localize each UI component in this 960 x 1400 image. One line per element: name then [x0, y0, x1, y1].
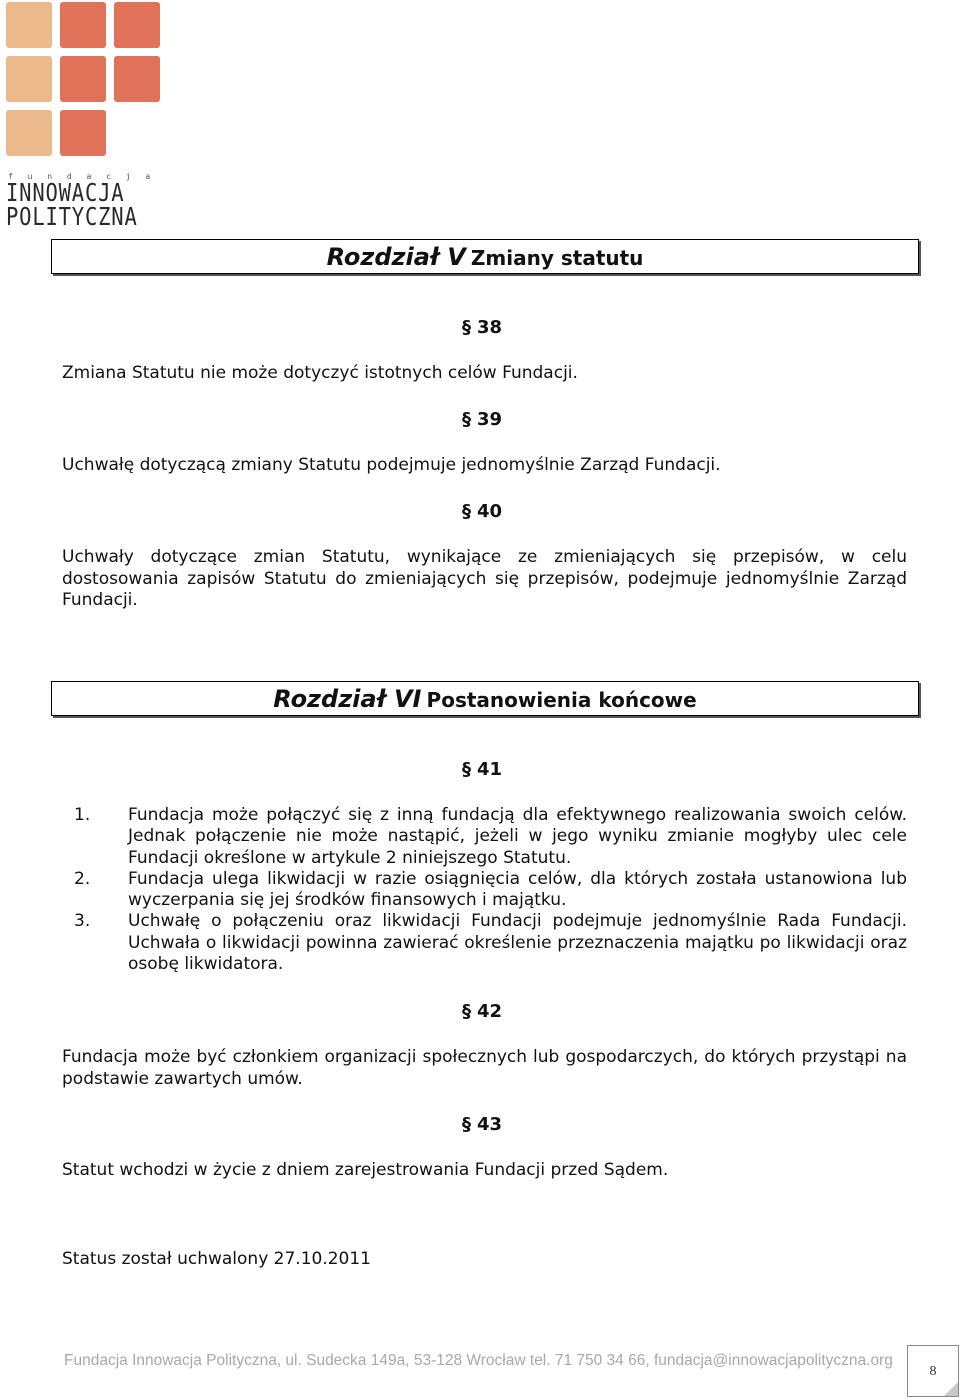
foundation-logo: [6, 2, 166, 232]
paragraph-number: 38: [477, 317, 503, 338]
paragraph-number: 42: [477, 1001, 503, 1022]
list-item-text: Uchwałę o połączeniu oraz likwidacji Fundacji podejmuje jednomyślnie Rada Fundacji. Uchwała o likwidacji powinna zawierać określenie przeznaczenia majątku po likwidacji oraz osobę likwidatora.: [128, 911, 907, 975]
list-item-number: 1.: [74, 805, 91, 825]
section-symbol: §: [462, 317, 471, 338]
paragraph-heading: [462, 409, 502, 430]
logo-square: [60, 110, 106, 156]
numbered-list: [62, 805, 907, 975]
list-item: [62, 805, 907, 869]
logo-square: [6, 110, 52, 156]
page-curl-icon: [943, 1381, 959, 1397]
paragraph-number: 41: [477, 759, 503, 780]
section-symbol: §: [462, 759, 471, 780]
paragraph-text: Uchwały dotyczące zmian Statutu, wynikające ze zmieniających się przepisów, w celu dostosowania zapisów Statutu do zmieniających się przepisów, podejmuje jednomyślnie Zarząd Fundacji.: [62, 547, 907, 610]
logo-line-1: INNOWACJA: [6, 178, 125, 207]
footer-contact: Fundacja Innowacja Polityczna, ul. Sudecka 149a, 53-128 Wrocław tel. 71 750 34 66, fundacja@innowacjapolityczna.org: [64, 1352, 893, 1369]
chapter-title: Postanowienia końcowe: [426, 688, 697, 712]
chapter-heading: [51, 239, 919, 274]
logo-square: [60, 2, 106, 48]
paragraph-text: Statut wchodzi w życie z dniem zarejestrowania Fundacji przed Sądem.: [62, 1160, 669, 1180]
logo-line-2: POLITYCZNA: [6, 202, 138, 231]
section-symbol: §: [462, 409, 471, 430]
logo-small-text: f u n d a c j a: [8, 172, 156, 181]
logo-square: [60, 56, 106, 102]
logo-square: [114, 2, 160, 48]
list-item-number: 3.: [74, 911, 91, 932]
section-symbol: §: [462, 1001, 471, 1022]
paragraph-heading: [462, 501, 502, 522]
paragraph-number: 43: [477, 1114, 503, 1135]
paragraph-text: Zmiana Statutu nie może dotyczyć istotnych celów Fundacji.: [62, 363, 578, 383]
page-number-box: [907, 1345, 959, 1397]
paragraph-heading: [462, 1114, 502, 1135]
logo-square: [6, 2, 52, 48]
section-symbol: §: [462, 501, 471, 522]
paragraph-number: 40: [477, 501, 503, 522]
section-symbol: §: [462, 1114, 471, 1135]
list-item: [62, 869, 907, 912]
chapter-title: Zmiany statutu: [470, 246, 644, 270]
paragraph-heading: [462, 317, 502, 338]
page-number: 8: [929, 1364, 937, 1379]
chapter-number: Rozdział VI: [273, 685, 422, 713]
paragraph-heading: [462, 1001, 502, 1022]
paragraph-heading: [462, 759, 502, 780]
logo-square: [6, 56, 52, 102]
list-item-number: 2.: [74, 868, 91, 889]
list-item-text: Fundacja może połączyć się z inną fundacją dla efektywnego realizowania swoich celów. Jednak połączenie nie może nastąpić, jeżeli w jego wyniku zmianie mogłyby ulec cele Fundacji określone w artykule 2 niniejszego Statutu.: [128, 805, 907, 868]
chapter-number: Rozdział V: [326, 243, 466, 271]
paragraph-text: Fundacja może być członkiem organizacji społecznych lub gospodarczych, do których przystąpi na podstawie zawartych umów.: [62, 1047, 907, 1089]
list-item: [62, 911, 907, 975]
adoption-date: Status został uchwalony 27.10.2011: [62, 1249, 371, 1269]
list-item-text: Fundacja ulega likwidacji w razie osiągnięcia celów, dla których została ustanowiona lub wyczerpania się jej środków finansowych i majątku.: [128, 868, 907, 911]
chapter-heading: [51, 681, 919, 716]
paragraph-text: Uchwałę dotyczącą zmiany Statutu podejmuje jednomyślnie Zarząd Fundacji.: [62, 455, 721, 475]
paragraph-number: 39: [477, 409, 503, 430]
logo-square: [114, 56, 160, 102]
